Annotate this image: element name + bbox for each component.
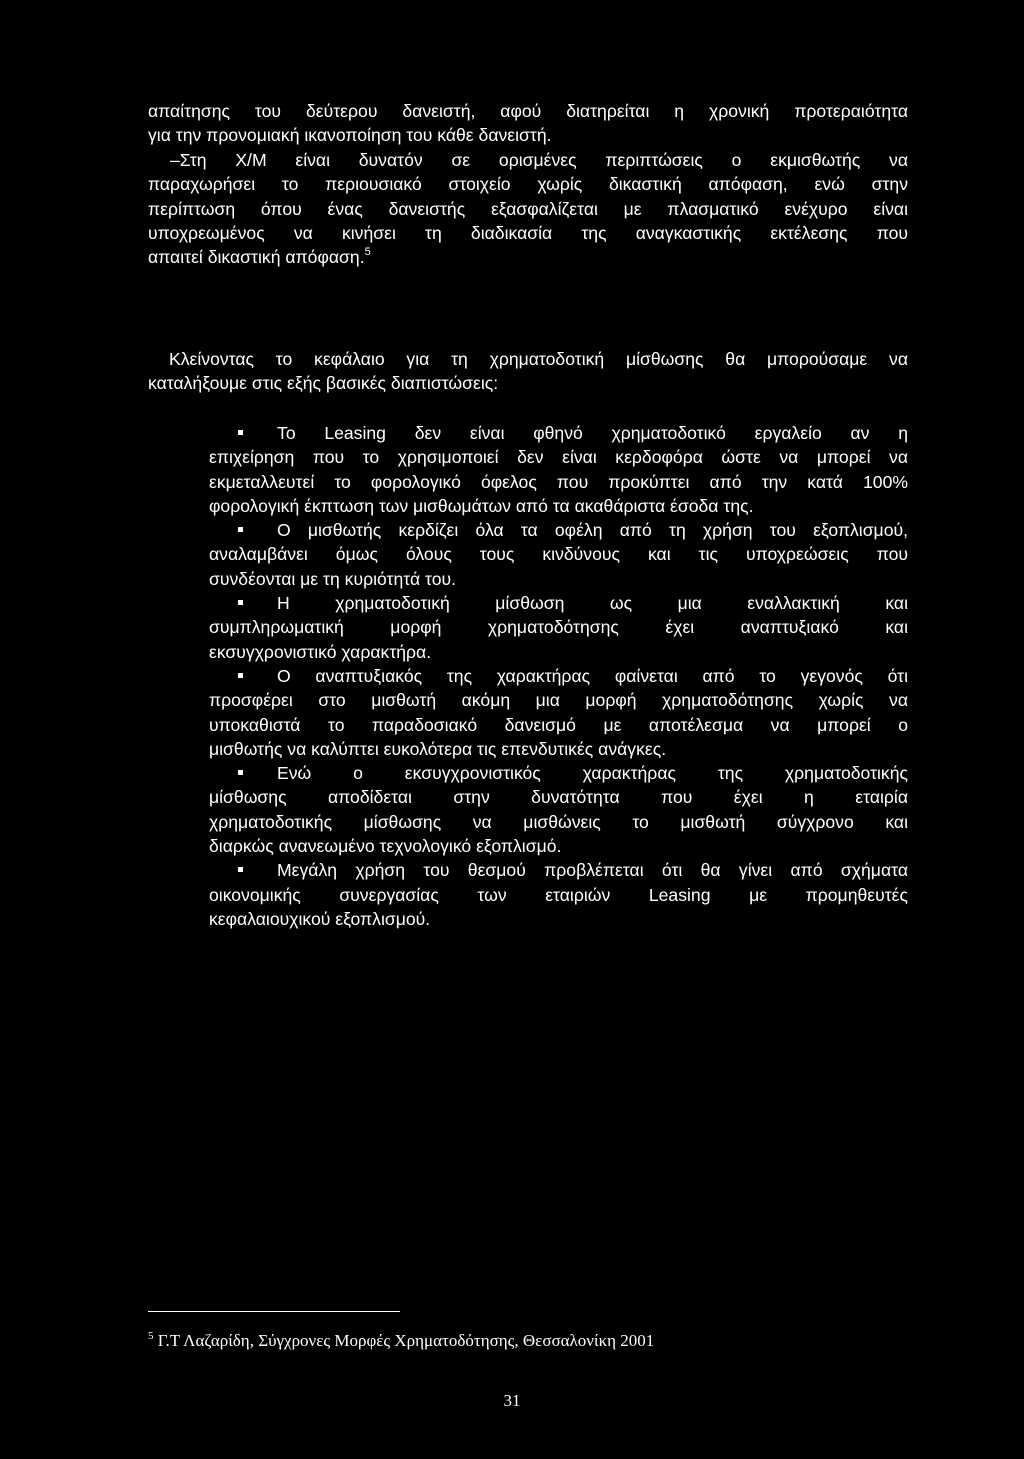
text-line: Κλείνοντας το κεφάλαιο για τη χρηματοδοτική μίσθωσης θα μπορούσαμε να [169,349,908,369]
text-line: κεφαλαιουχικού εξοπλισμού. [209,908,431,929]
footnote-number: 5 [148,1330,154,1342]
text-line: απαίτησης του δεύτερου δανειστή, αφού διατηρείται η χρονική προτεραιότητα [148,101,908,121]
text-line: οικονομικής συνεργασίας των εταιριών Leasing με προμηθευτές [209,884,908,905]
square-bullet-icon [238,673,243,678]
list-item [148,664,908,761]
paragraph-conclusions [148,347,908,396]
text-line: διαρκώς ανανεωμένο τεχνολογικό εξοπλισμό. [209,836,562,857]
footnote-divider [148,1311,400,1312]
text-line: Ο αναπτυξιακός της χαρακτήρας φαίνεται από το γεγονός ότι [277,665,908,686]
text-line-content: απαιτεί δικαστική απόφαση. [148,247,365,268]
text-line: φορολογική έκπτωση των μισθωμάτων από τα ακαθάριστα έσοδα της. [209,495,754,516]
footnote-text: Γ.Τ Λαζαρίδη, Σύγχρονες Μορφές Χρηματοδότησης, Θεσσαλονίκη 2001 [157,1331,655,1350]
footnote [148,1330,654,1352]
text-line: περίπτωση όπου ένας δανειστής εξασφαλίζεται με πλασματικό ενέχυρο είναι [148,198,908,219]
text-line: εκμεταλλευτεί το φορολογικό όφελος που προκύπτει από την κατά 100% [209,471,908,492]
text-line: χρηματοδοτικής μίσθωσης να μισθώνεις το μισθωτή σύγχρονο και [209,811,908,832]
text-line: υποκαθιστά το παραδοσιακό δανεισμό με αποτέλεσμα να μπορεί ο [209,714,908,735]
list-item [148,421,908,518]
text-line: Ενώ ο εκσυγχρονιστικός χαρακτήρας της χρηματοδοτικής [277,763,908,784]
list-item [148,858,908,931]
text-line [148,245,908,269]
text-line: μίσθωσης αποδίδεται στην δυνατότητα που έχει η εταιρία [209,787,908,808]
paragraph-continuation [148,99,908,270]
list-item [148,591,908,664]
square-bullet-icon [238,867,243,872]
text-line: συμπληρωματική μορφή χρηματοδότησης έχει αναπτυξιακό και [209,617,908,638]
square-bullet-icon [238,600,243,605]
text-line: συνδέονται με τη κυριότητά του. [209,568,457,589]
text-line: –Στη Χ/Μ είναι δυνατόν σε ορισμένες περιπτώσεις ο εκμισθωτής να [170,149,908,170]
list-item [148,518,908,591]
text-line: καταλήξουμε στις εξής βασικές διαπιστώσεις: [148,373,499,394]
footnote-reference: 5 [364,246,371,259]
bullet-list [148,421,908,931]
text-line: εκσυγχρονιστικό χαρακτήρα. [209,641,432,662]
text-line: αναλαμβάνει όμως όλους τους κινδύνους και τις υποχρεώσεις που [209,544,908,565]
list-item [148,761,908,858]
text-line: Η χρηματοδοτική μίσθωση ως μια εναλλακτική και [277,593,908,614]
text-line: υποχρεωμένος να κινήσει τη διαδικασία της αναγκαστικής εκτέλεσης που [148,223,908,244]
text-line: Ο μισθωτής κερδίζει όλα τα οφέλη από τη χρήση του εξοπλισμού, [277,520,908,541]
text-line: Το Leasing δεν είναι φθηνό χρηματοδοτικό εργαλείο αν η [277,423,908,443]
text-line: προσφέρει στο μισθωτή ακόμη μια μορφή χρηματοδότησης χωρίς να [209,690,908,711]
square-bullet-icon [238,527,243,532]
square-bullet-icon [238,430,243,435]
text-line: για την προνομιακή ικανοποίηση του κάθε δανειστή. [148,125,552,146]
text-line: παραχωρήσει το περιουσιακό στοιχείο χωρίς δικαστική απόφαση, ενώ στην [148,174,908,195]
text-line: Μεγάλη χρήση του θεσμού προβλέπεται ότι θα γίνει από σχήματα [277,860,908,881]
text-line: μισθωτής να καλύπτει ευκολότερα τις επενδυτικές ανάγκες. [209,738,667,759]
text-line: επιχείρηση που το χρησιμοποιεί δεν είναι κερδοφόρα ώστε να μπορεί να [209,447,908,468]
square-bullet-icon [238,770,243,775]
page-number: 31 [503,1391,521,1410]
